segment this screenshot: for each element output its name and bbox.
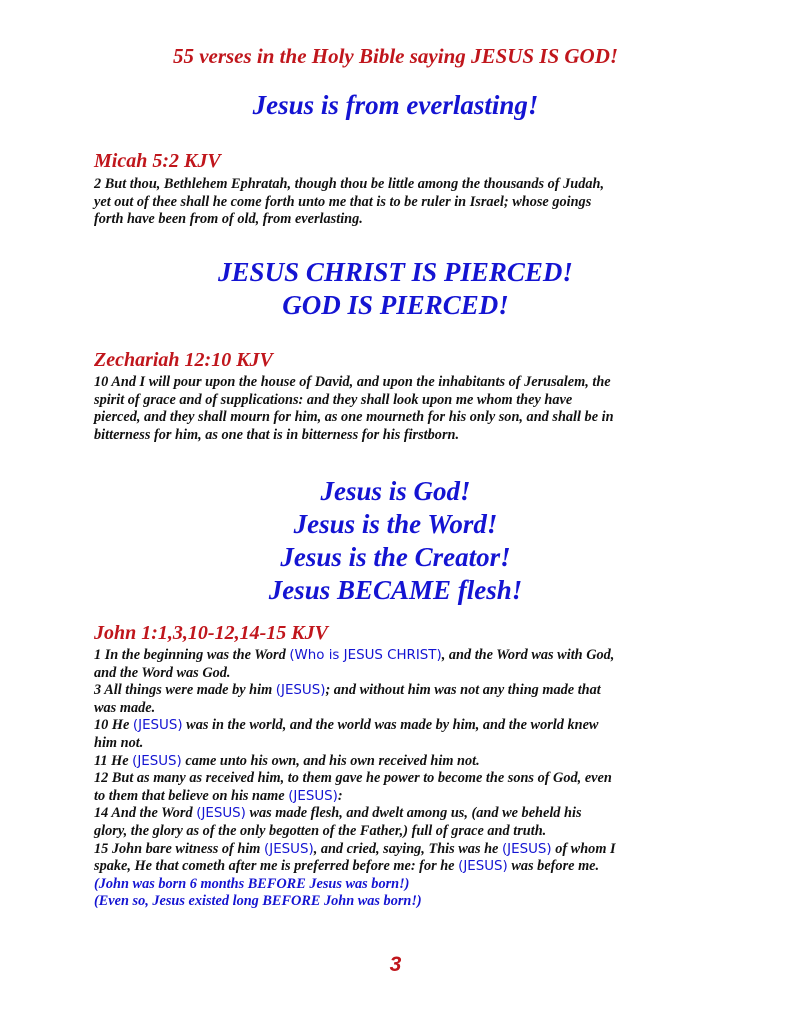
verse-line: 11 He (JESUS) came unto his own, and his own received him not. xyxy=(94,752,480,769)
insertion-jesus: (JESUS) xyxy=(264,841,314,857)
section-heading-everlasting xyxy=(0,89,791,122)
insertion-jesus: (JESUS) xyxy=(196,806,246,822)
section-heading-pierced xyxy=(0,256,791,322)
verse-line: 10 He (JESUS) was in the world, and the world was made by him, and the world knew xyxy=(94,717,599,734)
verse-line: forth have been from of old, from everlasting. xyxy=(94,211,363,228)
verse-line: 3 All things were made by him (JESUS); and without him was not any thing made that xyxy=(94,682,601,699)
verse-text-john xyxy=(94,647,714,911)
insertion-jesus: (JESUS) xyxy=(275,683,326,699)
verse-line: glory, the glory as of the only begotten of the Father,) full of grace and truth. xyxy=(94,822,547,839)
page-number: 3 xyxy=(389,953,402,976)
document-title: 55 verses in the Holy Bible saying JESUS IS GOD! xyxy=(172,44,619,68)
verse-line: was made. xyxy=(94,699,156,716)
insertion-jesus: (Who is JESUS CHRIST) xyxy=(289,648,442,663)
verse-line: to them that believe on his name (JESUS): xyxy=(94,787,343,804)
verse-line: spirit of grace and of supplications: and they shall look upon me whom they have xyxy=(94,391,573,408)
insertion-jesus: (JESUS) xyxy=(132,753,182,769)
verse-line: 10 And I will pour upon the house of David, and upon the inhabitants of Jerusalem, the xyxy=(94,374,611,390)
verse-line: pierced, and they shall mourn for him, as one mourneth for his only son, and shall be in xyxy=(94,409,614,426)
heading-line: Jesus is the Word! xyxy=(293,509,498,539)
verse-reference-john: John 1:1,3,10-12,14-15 KJV xyxy=(94,622,328,644)
verse-line: 15 John bare witness of him (JESUS), and cried, saying, This was he (JESUS) of whom I xyxy=(94,840,616,857)
verse-text-zechariah xyxy=(94,374,714,444)
verse-line: 2 But thou, Bethlehem Ephratah, though thou be little among the thousands of Judah, xyxy=(94,176,605,192)
heading-line: Jesus is from everlasting! xyxy=(252,90,539,120)
heading-line: JESUS CHRIST IS PIERCED! xyxy=(218,257,573,287)
verse-line: spake, He that cometh after me is preferred before me: for he (JESUS) was before me. xyxy=(94,858,600,875)
verse-reference-zechariah: Zechariah 12:10 KJV xyxy=(94,349,273,371)
verse-line: him not. xyxy=(94,734,144,751)
heading-line: Jesus is God! xyxy=(320,476,471,506)
verse-reference-micah: Micah 5:2 KJV xyxy=(94,150,221,172)
heading-line: Jesus is the Creator! xyxy=(280,542,511,572)
insertion-jesus: (JESUS) xyxy=(132,718,183,734)
note-line: (Even so, Jesus existed long BEFORE John was born!) xyxy=(94,893,422,910)
heading-line: Jesus BECAME flesh! xyxy=(268,575,523,605)
verse-line: yet out of thee shall he come forth unto me that is to be ruler in Israel; whose goings xyxy=(94,193,592,210)
note-line: (John was born 6 months BEFORE Jesus was born!) xyxy=(94,875,410,892)
insertion-jesus: (JESUS) xyxy=(501,841,552,857)
verse-line: and the Word was God. xyxy=(94,664,231,681)
verse-line: 12 But as many as received him, to them gave he power to become the sons of God, even xyxy=(94,770,612,787)
verse-line: bitterness for him, as one that is in bitterness for his firstborn. xyxy=(94,426,460,443)
insertion-jesus: (JESUS) xyxy=(288,788,338,804)
verse-line: 14 And the Word (JESUS) was made flesh, and dwelt among us, (and we beheld his xyxy=(94,805,582,822)
insertion-jesus: (JESUS) xyxy=(458,859,508,875)
verse-text-micah xyxy=(94,176,714,229)
verse-line: 1 In the beginning was the Word (Who is JESUS CHRIST), and the Word was with God, xyxy=(94,647,615,663)
heading-line: GOD IS PIERCED! xyxy=(282,290,509,320)
section-heading-jesus-is-god xyxy=(0,475,791,607)
